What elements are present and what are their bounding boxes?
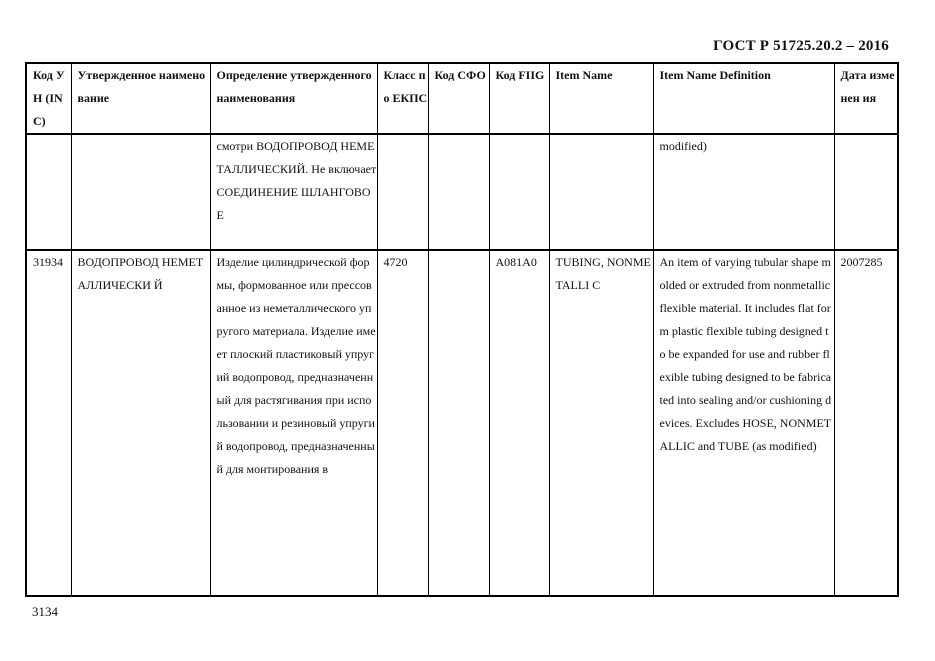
col-header-item-definition: Item Name Definition — [653, 63, 834, 134]
col-header-definition: Определение утвержденного наименования — [210, 63, 377, 134]
cell-approved-name: ВОДОПРОВОД НЕМЕТАЛЛИЧЕСКИ Й — [71, 250, 210, 596]
col-header-class: Класс по ЕКПС — [377, 63, 428, 134]
table-row — [26, 134, 898, 250]
cell-sfo — [428, 250, 489, 596]
cell-item-name: TUBING, NONMETALLI C — [549, 250, 653, 596]
cell-item-name — [549, 134, 653, 250]
col-header-item-name: Item Name — [549, 63, 653, 134]
cell-code: 31934 — [26, 250, 71, 596]
col-header-sfo: Код СФО — [428, 63, 489, 134]
table-row — [26, 250, 898, 596]
col-header-fiig: Код FIIG — [489, 63, 549, 134]
page-number: 3134 — [32, 604, 58, 619]
cell-approved-name — [71, 134, 210, 250]
col-header-code: Код УН (INC) — [26, 63, 71, 134]
cell-date — [834, 134, 898, 250]
cell-item-definition: modified) — [653, 134, 834, 250]
cell-date: 2007285 — [834, 250, 898, 596]
cell-class: 4720 — [377, 250, 428, 596]
cell-fiig — [489, 134, 549, 250]
cell-definition: Изделие цилиндрической формы, формованное или прессованное из неметаллического упругого материала. Изделие имеет плоский пластиковый упругий водопровод, предназначенный для растягивания при использовании и резиновый упругий водопровод, предназначенный для монтирования в — [210, 250, 377, 596]
cell-class — [377, 134, 428, 250]
catalog-table — [25, 62, 899, 597]
cell-sfo — [428, 134, 489, 250]
cell-fiig: A081A0 — [489, 250, 549, 596]
cell-definition: смотри ВОДОПРОВОД НЕМЕТАЛЛИЧЕСКИЙ. Не включает СОЕДИНЕНИЕ ШЛАНГОВОЕ — [210, 134, 377, 250]
cell-code — [26, 134, 71, 250]
col-header-date: Дата изменен ия — [834, 63, 898, 134]
cell-item-definition: An item of varying tubular shape molded or extruded from nonmetallic flexible material. It includes flat form plastic flexible tubing designed to be expanded for use and rubber flexible tubing designed to be fabricated into sealing and/or cushioning devices. Excludes HOSE, NONMETALLIC and TUBE (as modified) — [653, 250, 834, 596]
table-header-row — [26, 63, 898, 134]
document-standard-title: ГОСТ Р 51725.20.2 – 2016 — [713, 38, 889, 54]
col-header-approved-name: Утвержденное наименование — [71, 63, 210, 134]
